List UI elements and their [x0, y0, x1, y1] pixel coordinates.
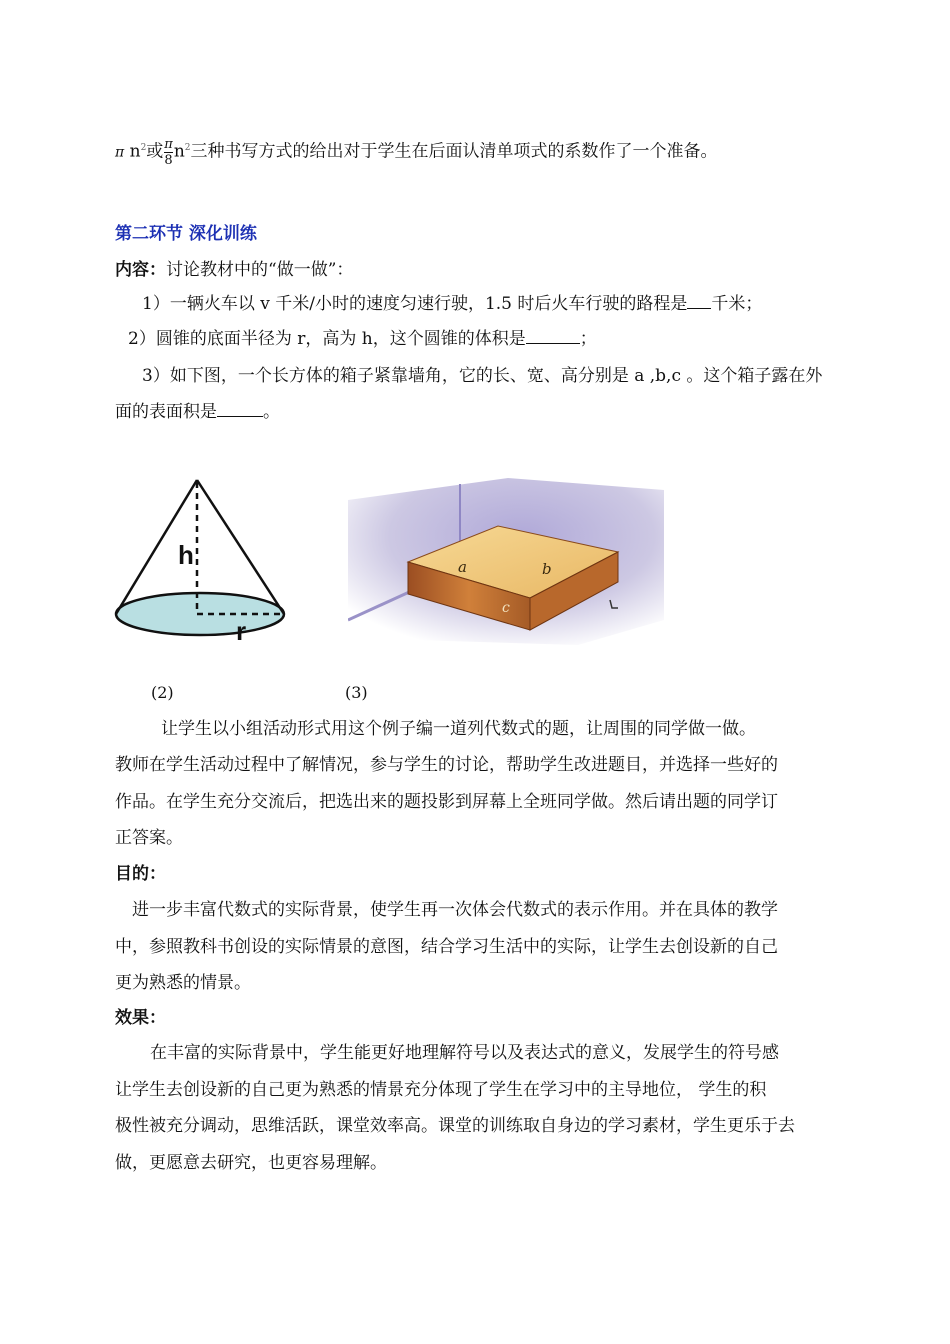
fraction-denominator: 8: [164, 152, 173, 168]
answer-blank-2: [526, 327, 580, 344]
section-title: 第二环节 深化训练: [115, 224, 257, 244]
activity-line-3: 作品。在学生充分交流后，把选出来的题投影到屏幕上全班同学做。然后请出题的同学订: [115, 792, 778, 812]
effect-line-4: 做，更愿意去研究，也更容易理解。: [115, 1153, 387, 1173]
n-variable: n: [129, 141, 141, 162]
purpose-line-2: 中，参照教科书创设的实际情景的意图，结合学习生活中的实际，让学生去创设新的自己: [115, 937, 778, 957]
question-3-line-2: [115, 400, 280, 424]
answer-blank-1: [687, 292, 711, 309]
square-exponent-2: 2: [184, 143, 191, 153]
purpose-line-3: 更为熟悉的情景。: [115, 973, 251, 993]
effect-label: 效果：: [115, 1008, 166, 1028]
purpose-label: 目的：: [115, 864, 166, 884]
question-1: [142, 292, 762, 316]
box-b-label: b: [542, 560, 552, 578]
question-2: [128, 327, 597, 351]
box-corner-figure: [348, 470, 664, 650]
figure-2-caption: (2): [151, 683, 174, 702]
fraction-numerator: π: [164, 136, 173, 152]
question-1-text: 1）一辆火车以 v 千米/小时的速度匀速行驶，1.5 时后火车行驶的路程是: [142, 294, 688, 314]
content-text: 讨论教材中的“做一做”：: [166, 260, 354, 280]
figure-3-caption: (3): [345, 683, 368, 702]
activity-line-1: 让学生以小组活动形式用这个例子编一道列代数式的题，让周围的同学做一做。: [161, 719, 756, 739]
activity-line-4: 正答案。: [115, 828, 183, 848]
cone-h-label: h: [178, 540, 194, 570]
box-c-label: c: [502, 600, 510, 616]
intro-rest-text: 三种书写方式的给出对于学生在后面认清单项式的系数作了一个准备。: [190, 141, 718, 162]
box-a-label: a: [458, 558, 467, 576]
pi-symbol: π: [115, 144, 125, 161]
question-2-end: ；: [579, 329, 597, 349]
n-variable-2: n: [173, 141, 185, 162]
pi-over-8-fraction: [164, 137, 173, 168]
or-word: 或: [146, 141, 164, 162]
question-1-unit: 千米；: [711, 294, 763, 314]
question-2-text: 2）圆锥的底面半径为 r，高为 h，这个圆锥的体积是: [128, 329, 526, 349]
purpose-line-1: 进一步丰富代数式的实际背景，使学生再一次体会代数式的表示作用。并在具体的教学: [132, 900, 778, 920]
intro-line: [115, 136, 718, 168]
effect-line-1: 在丰富的实际背景中，学生能更好地理解符号以及表达式的意义，发展学生的符号感: [150, 1043, 779, 1063]
cone-r-label: r: [236, 616, 247, 644]
effect-line-2: 让学生去创设新的自己更为熟悉的情景充分体现了学生在学习中的主导地位， 学生的积: [115, 1080, 767, 1100]
cone-figure: [108, 472, 294, 644]
question-3-text: 面的表面积是: [115, 402, 217, 422]
content-line: [115, 258, 353, 282]
question-3-end: 。: [263, 402, 280, 422]
square-exponent: 2: [140, 143, 147, 153]
effect-line-3: 极性被充分调动，思维活跃，课堂效率高。课堂的训练取自身边的学习素材，学生更乐于去: [115, 1116, 795, 1136]
content-label: 内容：: [115, 260, 166, 280]
question-3-line-1: 3）如下图，一个长方体的箱子紧靠墙角，它的长、宽、高分别是 a ,b,c 。这个箱子露在外: [142, 366, 823, 386]
activity-line-2: 教师在学生活动过程中了解情况，参与学生的讨论，帮助学生改进题目，并选择一些好的: [115, 755, 778, 775]
answer-blank-3: [217, 400, 263, 417]
